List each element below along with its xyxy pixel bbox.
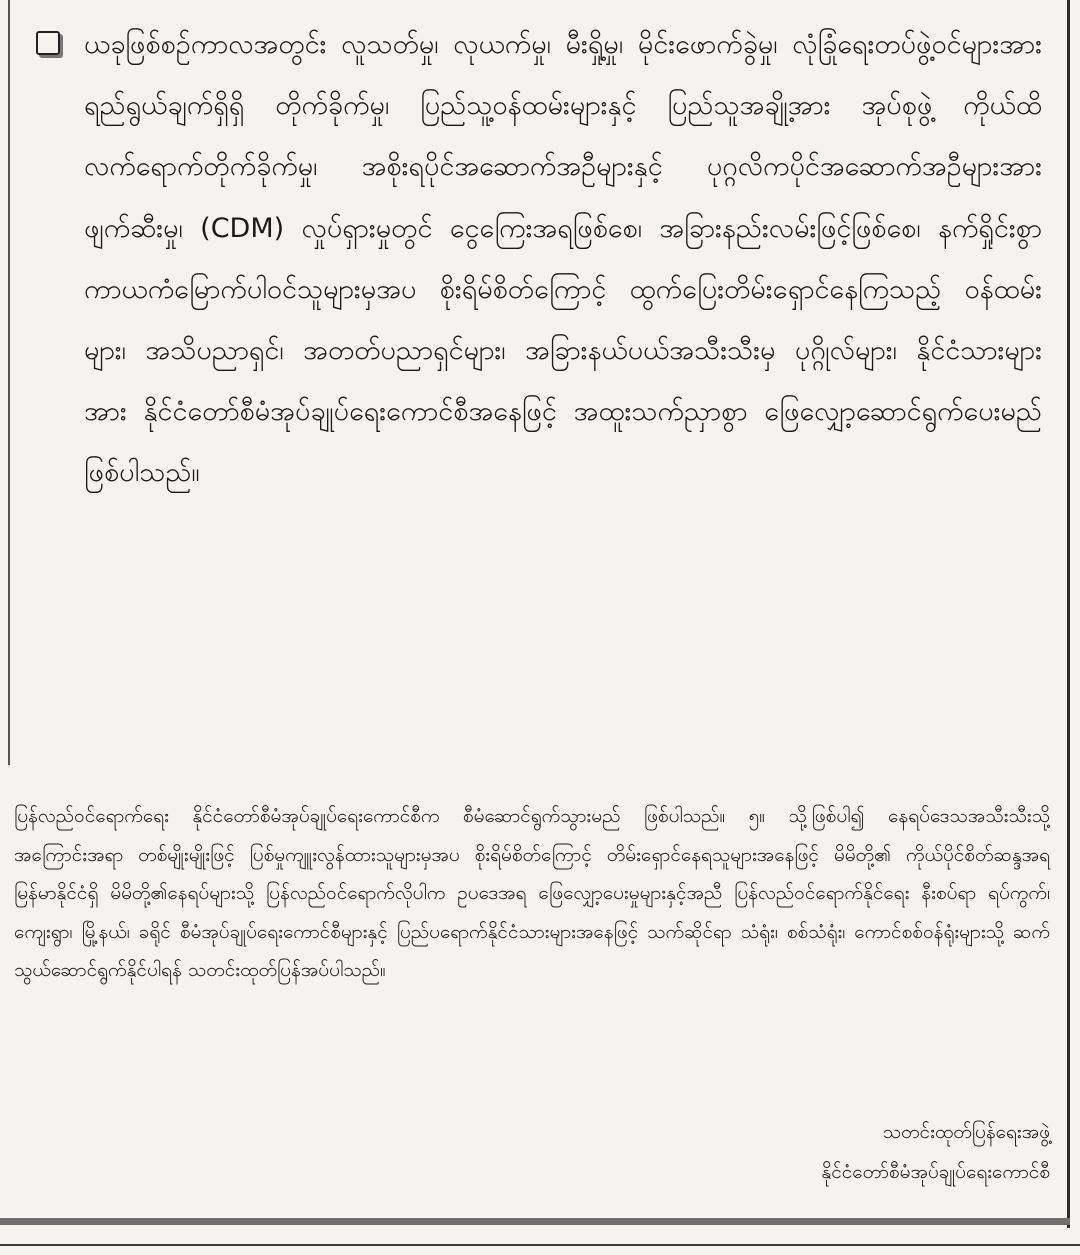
frame-right-border — [1067, 0, 1070, 1228]
checkbox-bullet-icon — [36, 31, 60, 55]
bottom-rule — [0, 1244, 1080, 1246]
signature-issuer: သတင်းထုတ်ပြန်ရေးအဖွဲ့ — [882, 1121, 1050, 1143]
frame-left-border — [8, 0, 10, 765]
signature-council: နိုင်ငံတော်စီမံအုပ်ချုပ်ရေးကောင်စီ — [821, 1161, 1050, 1183]
main-paragraph: ယခုဖြစ်စဉ်ကာလအတွင်း လူသတ်မှု၊ လုယက်မှု၊ မီးရှို့မှု၊ မိုင်းဖောက်ခွဲမှု၊ လုံခြုံရေးတပ်ဖွဲ့ဝင်များအား ရည်ရွယ်ချက်ရှိရှိ တိုက်ခိုက်မှု၊ ပြည်သူ့ဝန်ထမ်းများနှင့် ပြည်သူအချို့အား အုပ်စုဖွဲ့ ကိုယ်ထိလက်ရောက်တိုက်ခိုက်မှု၊ အစိုးရပိုင်အဆောက်အဦများနှင့် ပုဂ္ဂလိကပိုင်အဆောက်အဦများအား ဖျက်ဆီးမှု၊ (CDM) လှုပ်ရှားမှုတွင် ငွေကြေးအရဖြစ်စေ၊ အခြားနည်းလမ်းဖြင့်ဖြစ်စေ၊ နက်ရှိုင်းစွာ ကာယကံမြောက်ပါဝင်သူများမှအပ စိုးရိမ်စိတ်ကြောင့် ထွက်ပြေးတိမ်းရှောင်နေကြသည့် ဝန်ထမ်းများ၊ အသိပညာရှင်၊ အတတ်ပညာရှင်များ၊ အခြားနယ်ပယ်အသီးသီးမှ ပုဂ္ဂိုလ်များ၊ နိုင်ငံသားများအား နိုင်ငံတော်စီမံအုပ်ချုပ်ရေးကောင်စီအနေဖြင့် အထူးသက်ညှာစွာ ဖြေလျှော့ဆောင်ရွက်ပေးမည် ဖြစ်ပါသည်။ — [84, 29, 1042, 489]
notice-paragraph: ပြန်လည်ဝင်ရောက်ရေး နိုင်ငံတော်စီမံအုပ်ချုပ်ရေးကောင်စီက စီမံဆောင်ရွက်သွားမည် ဖြစ်ပါသည်။ ၅။ သို့ဖြစ်ပါ၍ နေရပ်ဒေသအသီးသီးသို့ အကြောင်းအရာ တစ်မျိုးမျိုးဖြင့် ပြစ်မှုကျူးလွန်ထားသူများမှအပ စိုးရိမ်စိတ်ကြောင့် တိမ်းရှောင်နေရသူများအနေဖြင့် မိမိတို့၏ ကိုယ်ပိုင်စိတ်ဆန္ဒအရ မြန်မာနိုင်ငံရှိ မိမိတို့၏နေရပ်များသို့ ပြန်လည်ဝင်ရောက်လိုပါက ဥပဒေအရ ဖြေလျှော့ပေးမှုများနှင့်အညီ ပြန်လည်ဝင်ရောက်နိုင်ရေး နီးစပ်ရာ ရပ်ကွက်၊ ကျေးရွာ၊ မြို့နယ်၊ ခရိုင် စီမံအုပ်ချုပ်ရေးကောင်စီများနှင့် ပြည်ပရောက်နိုင်ငံသားများအနေဖြင့် သက်ဆိုင်ရာ သံရုံး၊ စစ်သံရုံး၊ ကောင်စစ်ဝန်ရုံးများသို့ ဆက်သွယ်ဆောင်ရွက်နိုင်ပါရန် သတင်းထုတ်ပြန်အပ်ပါသည်။ — [14, 805, 1050, 982]
bottom-divider-bar — [0, 1218, 1070, 1225]
